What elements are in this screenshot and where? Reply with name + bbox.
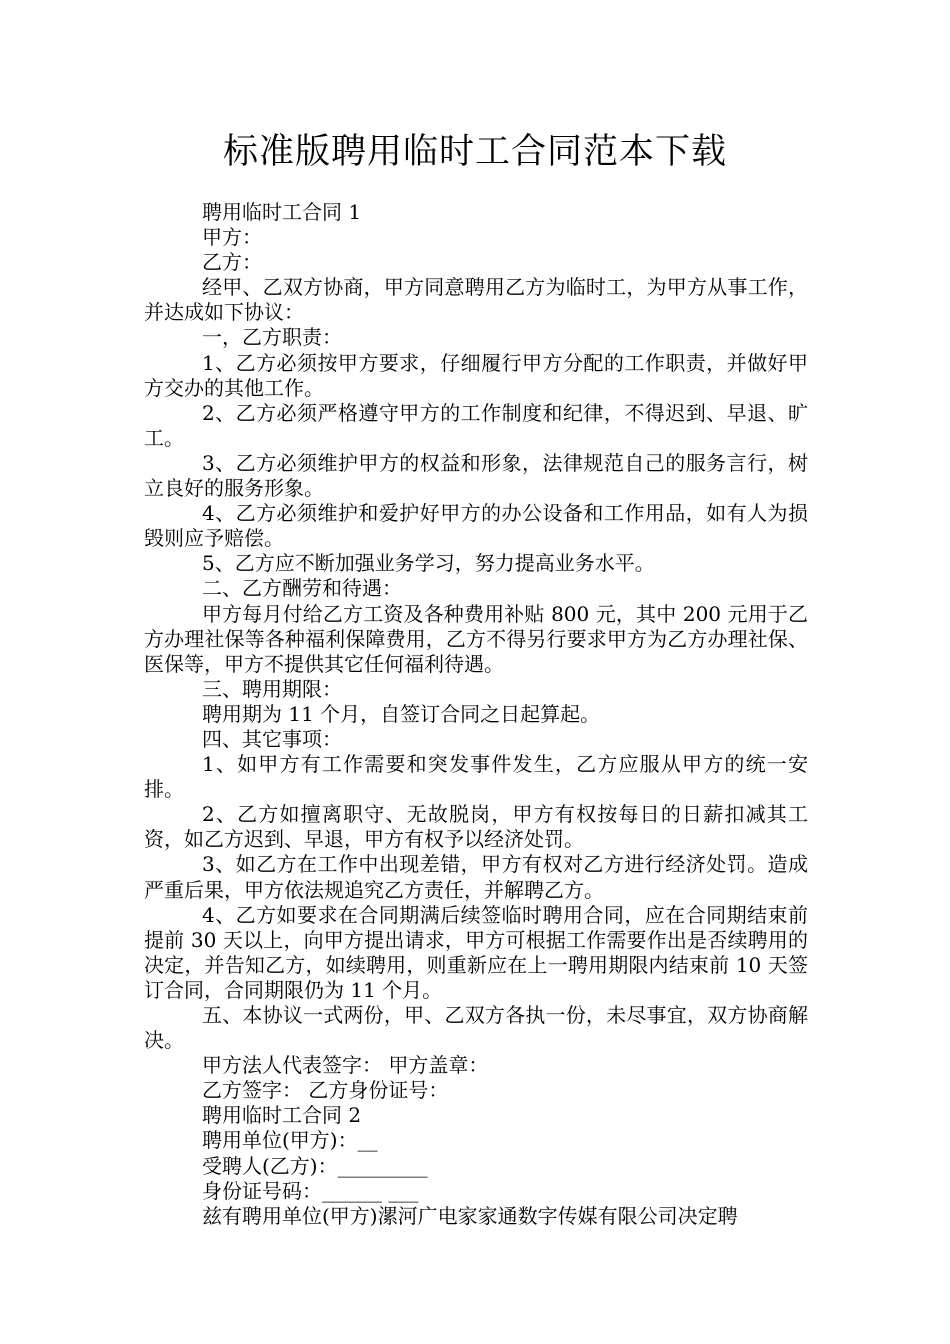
paragraph: 1、如甲方有工作需要和突发事件发生，乙方应服从甲方的统一安排。	[144, 752, 808, 802]
paragraph: 甲方每月付给乙方工资及各种费用补贴 800 元，其中 200 元用于乙方办理社保等各种福利保障费用，乙方不得另行要求甲方为乙方办理社保、医保等，甲方不提供其它任何福利待遇。	[144, 601, 808, 676]
paragraph: 三、聘用期限：	[202, 676, 342, 701]
signature-line: 甲方法人代表签字： 甲方盖章：	[202, 1053, 489, 1078]
form-line: 聘用单位(甲方)：__	[202, 1128, 378, 1153]
paragraph: 2、乙方必须严格遵守甲方的工作制度和纪律，不得迟到、早退、旷工。	[144, 400, 808, 450]
form-line: 身份证号码：______ ___	[202, 1178, 419, 1203]
paragraph: 二、乙方酬劳和待遇：	[202, 576, 402, 601]
paragraph: 1、乙方必须按甲方要求，仔细履行甲方分配的工作职责，并做好甲方交办的其他工作。	[144, 350, 808, 400]
document-title: 标准版聘用临时工合同范本下载	[222, 132, 727, 172]
paragraph: 3、如乙方在工作中出现差错，甲方有权对乙方进行经济处罚。造成严重后果，甲方依法规追究乙方责任，并解聘乙方。	[144, 852, 808, 902]
document-body	[144, 200, 808, 1229]
paragraph: 聘用临时工合同 1	[202, 200, 362, 224]
paragraph: 乙方：	[202, 250, 262, 275]
paragraph: 4、乙方必须维护和爱护好甲方的办公设备和工作用品，如有人为损毁则应予赔偿。	[144, 501, 808, 551]
paragraph: 四、其它事项：	[202, 726, 342, 751]
paragraph: 聘用临时工合同 2	[202, 1103, 362, 1128]
paragraph: 4、乙方如要求在合同期满后续签临时聘用合同，应在合同期结束前提前 30 天以上，向甲方提出请求，甲方可根据工作需要作出是否续聘用的决定，并告知乙方，如续聘用，则重新应在上一聘用期限内结束前 10 天签订合同，合同期限仍为 11 个月。	[144, 902, 808, 1002]
paragraph: 经甲、乙双方协商，甲方同意聘用乙方为临时工，为甲方从事工作，并达成如下协议：	[144, 275, 808, 325]
paragraph: 2、乙方如擅离职守、无故脱岗，甲方有权按每日的日薪扣减其工资，如乙方迟到、早退，甲方有权予以经济处罚。	[144, 802, 808, 852]
signature-line: 乙方签字： 乙方身份证号：	[202, 1078, 449, 1103]
paragraph: 聘用期为 11 个月，自签订合同之日起算起。	[202, 701, 601, 726]
paragraph: 兹有聘用单位(甲方)漯河广电家家通数字传媒有限公司决定聘	[202, 1203, 738, 1228]
form-line: 受聘人(乙方)：_________	[202, 1153, 428, 1178]
paragraph: 甲方：	[202, 225, 262, 250]
paragraph: 一，乙方职责：	[202, 325, 342, 350]
paragraph: 3、乙方必须维护甲方的权益和形象，法律规范自己的服务言行，树立良好的服务形象。	[144, 450, 808, 501]
paragraph: 五、本协议一式两份，甲、乙双方各执一份，未尽事宜，双方协商解决。	[144, 1003, 808, 1053]
paragraph: 5、乙方应不断加强业务学习，努力提高业务水平。	[202, 551, 655, 576]
